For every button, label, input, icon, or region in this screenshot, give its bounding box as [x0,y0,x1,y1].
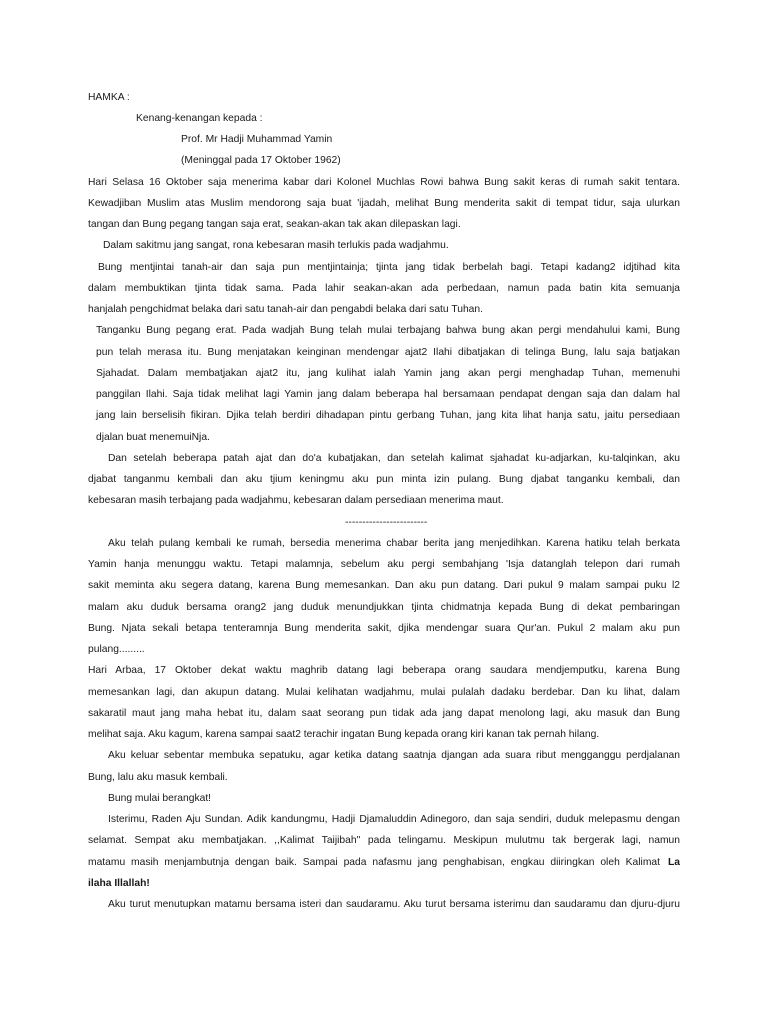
paragraph-line: Bung. Njata sekali betapa tenteramnja Bung menderita sakit, djika mendengar suara Qur'an. Pukul 2 malam aku pun [88,623,680,634]
paragraph-line: Aku turut menutupkan matamu bersama isteri dan saudaramu. Aku turut bersama isterimu dan saudaramu dan djuru-djuru [108,899,680,910]
bold-phrase: ilaha Illallah! [88,878,150,889]
paragraph-line: selamat. Sempat aku membatjakan. ,,Kalimat Taijibah" pada telingamu. Meskipun mulutmu tak bergerak lagi, namun [88,835,680,846]
paragraph-line: tangan dan Bung pegang tangan saja erat, seakan-akan tak akan dilepaskan lagi. [88,219,461,230]
dedication-line: Kenang-kenangan kepada : [136,113,263,124]
paragraph-line: melihat saja. Aku kagum, karena sampai saat2 terachir ingatan Bung kepada orang kiri kanan tak pernah hilang. [88,729,600,740]
paragraph-line: djabat tanganmu kembali dan aku tjium keningmu aku pun minta izin pulang. Bung djabat tanganku kembali, dan [88,474,680,485]
bold-phrase: La [667,857,680,868]
paragraph-line: memesankan lagi, dan akupun datang. Mulai kelihatan wadjahmu, mulai pulalah dadaku berdebar. Dan ku lihat, dalam [88,687,680,698]
paragraph-line: jang lain berselisih fikiran. Djika telah berdiri dihadapan pintu gerbang Tuhan, jang kita lihat hanja satu, jaitu persediaan [96,410,680,421]
paragraph-line: kebesaran masih terbajang pada wadjahmu, kebesaran dalam persediaan menerima maut. [88,495,504,506]
paragraph-line: Hari Selasa 16 Oktober saja menerima kabar dari Kolonel Muchlas Rowi bahwa Bung sakit keras di rumah sakit tentara. [88,177,680,188]
paragraph-line: sakaratil maut jang maha hebat itu, dalam saat seorang pun tidak ada jang dapat menolong lagi, aku masuk dan Bung [88,708,680,719]
paragraph-line: pulang......... [88,644,145,655]
paragraph-line: Bung mulai berangkat! [108,793,212,804]
paragraph-line: djalan buat menemuiNja. [96,432,210,443]
paragraph-text: matamu masih menjambutnja dengan baik. Sampai pada nafasmu jang penghabisan, engkau diiringkan oleh Kalimat [88,857,660,868]
paragraph-line: Tanganku Bung pegang erat. Pada wadjah Bung telah mulai terbajang bahwa bung akan pergi mendahului kami, Bung [96,325,680,336]
paragraph-line: malam aku duduk bersama orang2 jang duduk menundjukkan tjinta chidmatnja kepada Bung di dekat pembaringan [88,602,680,613]
paragraph-line: dalam membuktikan tjinta tidak sama. Pada lahir seakan-akan ada perbedaan, namun pada batin kita semuanja [88,283,680,294]
paragraph-line: Dan setelah beberapa patah ajat dan do'a kubatjakan, dan setelah kalimat sjahadat ku-adjarkan, ku-talqinkan, aku [108,453,680,464]
paragraph-line: Sjahadat. Dalam membatjakan ajat2 itu, jang kulihat ialah Yamin jang akan pergi menghadap Tuhan, memenuhi [96,368,680,379]
paragraph-line: Aku keluar sebentar membuka sepatuku, agar ketika datang saatnja djangan ada suara ribut mengganggu perdjalanan [108,750,680,761]
author-line: HAMKA : [88,92,130,103]
death-date: (Meninggal pada 17 Oktober 1962) [181,155,341,166]
paragraph-line: pun telah merasa itu. Bung menjatakan keinginan mendengar ajat2 Ilahi dibatjakan di telinga Bung, lalu saja batjakan [96,347,680,358]
paragraph-line: Yamin hanja menunggu waktu. Tetapi malamnja, sebelum aku pergi sembahjang 'Isja datanglah telepon dari rumah [88,559,680,570]
dedicatee-name: Prof. Mr Hadji Muhammad Yamin [181,134,333,145]
paragraph-line: Dalam sakitmu jang sangat, rona kebesaran masih terlukis pada wadjahmu. [103,240,449,251]
paragraph-line: Kewadjiban Muslim atas Muslim mendorong saja buat 'ijadah, melihat Bung menderita sakit di tempat tidur, saja ulurkan [88,198,680,209]
paragraph-line: Isterimu, Raden Aju Sundan. Adik kandungmu, Hadji Djamaluddin Adinegoro, dan saja sendiri, duduk melepasmu dengan [108,814,680,825]
paragraph-line: Bung, lalu aku masuk kembali. [88,772,228,783]
paragraph-line [88,856,680,870]
paragraph-line: panggilan Ilahi. Saja tidak melihat lagi Yamin jang dalam beberapa hal bersamaan pendapat dengan saja dan dalam hal [96,389,680,400]
paragraph-line: hanjalah pengchidmat belaka dari satu tanah-air dan pengabdi belaka dari satu Tuhan. [88,304,483,315]
paragraph-line: Hari Arbaa, 17 Oktober dekat waktu maghrib datang lagi beberapa orang saudara mendjemputku, karena Bung [88,665,680,676]
paragraph-line: Bung mentjintai tanah-air dan saja pun mentjintainja; tjinta jang tidak berbelah bagi. Tetapi kadang2 idjtihad kita [98,262,680,273]
section-divider: ------------------------ [345,517,428,528]
paragraph-line: sakit meminta aku segera datang, karena Bung memesankan. Dan aku pun datang. Dari pukul 9 malam sampai puku l2 [88,580,680,591]
paragraph-line: Aku telah pulang kembali ke rumah, bersedia menerima chabar berita jang menjedihkan. Karena hatiku telah berkata [108,538,680,549]
